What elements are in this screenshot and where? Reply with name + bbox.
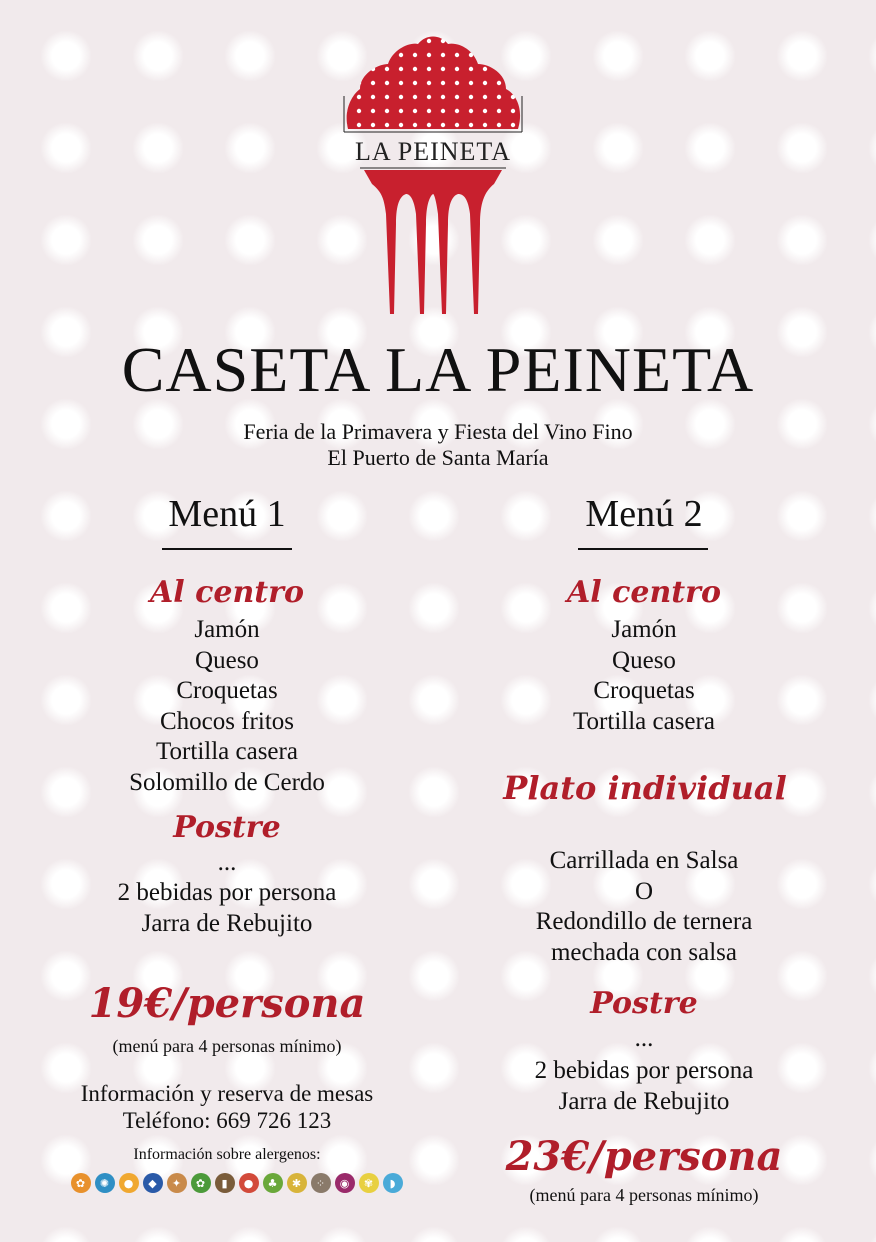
menu-item: Carrillada en Salsa <box>549 847 739 874</box>
soy-icon: ✿ <box>190 1173 211 1193</box>
menu2-section-center: Al centro <box>567 575 721 610</box>
menu2-main-items <box>484 846 804 968</box>
menu1-title: Menú 1 <box>168 493 286 535</box>
milk-icon: ▮ <box>214 1173 235 1193</box>
gluten-icon: ✿ <box>70 1173 91 1193</box>
menu2-section-dessert: Postre <box>590 986 698 1021</box>
menu-item: Chocos fritos <box>159 707 295 735</box>
menu1-rebujito: Jarra de Rebujito <box>141 910 313 937</box>
la-peineta-logo <box>338 34 528 319</box>
menu-item: Tortilla casera <box>573 707 715 735</box>
egg-icon: ● <box>118 1173 139 1193</box>
page-title: CASETA LA PEINETA <box>121 334 755 405</box>
menu2-rebujito: Jarra de Rebujito <box>558 1088 730 1115</box>
menu2-underline <box>578 548 708 550</box>
menu-item: Jamón <box>611 616 677 643</box>
subtitle-event: Feria de la Primavera y Fiesta del Vino Fino <box>243 419 633 444</box>
sulphites-icon: ◉ <box>334 1173 355 1193</box>
fish-icon: ◆ <box>142 1173 163 1193</box>
menu1-dessert: ... <box>217 849 237 876</box>
menu-item: Solomillo de Cerdo <box>129 768 325 796</box>
menu-item: Croquetas <box>593 677 695 704</box>
contact-phone: Teléfono: 669 726 123 <box>122 1108 332 1133</box>
menu2-dessert: ... <box>634 1025 654 1052</box>
menu-item: Tortilla casera <box>156 738 298 765</box>
menu1-note: (menú para 4 personas mínimo) <box>112 1036 342 1056</box>
mustard-icon: ✱ <box>286 1173 307 1193</box>
peanut-icon: ✦ <box>166 1173 187 1193</box>
allergens-title: Información sobre alergenos: <box>133 1146 321 1163</box>
nuts-icon: ● <box>238 1173 259 1193</box>
menu-item: mechada con salsa <box>550 938 738 966</box>
menu2-section-main: Plato individual <box>503 769 787 807</box>
menu2-title: Menú 2 <box>585 493 703 535</box>
menu-item: Croquetas <box>176 677 278 704</box>
allergens-row <box>70 1173 403 1193</box>
sesame-icon: ⁘ <box>310 1173 331 1193</box>
menu-item: Redondillo de ternera <box>535 908 753 935</box>
menu1-price: 19€/persona <box>88 980 366 1027</box>
celery-icon: ♣ <box>262 1173 283 1193</box>
subtitle-location: El Puerto de Santa María <box>327 445 549 470</box>
menu2-drinks: 2 bebidas por persona <box>534 1057 754 1084</box>
crustaceans-icon: ✺ <box>94 1173 115 1193</box>
menu2-price: 23€/persona <box>505 1133 783 1180</box>
molluscs-icon: ◗ <box>382 1173 403 1193</box>
menu1-section-dessert: Postre <box>173 810 281 845</box>
menu-item: O <box>634 877 654 905</box>
menu2-items <box>484 615 804 737</box>
menu1-drinks: 2 bebidas por persona <box>117 879 337 906</box>
menu1-underline <box>162 548 292 550</box>
menu-item: Queso <box>195 646 259 674</box>
menu-item: Jamón <box>194 616 260 643</box>
menu2-note: (menú para 4 personas mínimo) <box>529 1185 759 1205</box>
lupin-icon: ✾ <box>358 1173 379 1193</box>
menu1-items <box>67 615 387 798</box>
logo-text: LA PEINETA <box>355 137 511 166</box>
contact-info: Información y reserva de mesas <box>80 1081 374 1106</box>
menu1-section-center: Al centro <box>150 575 304 610</box>
menu-item: Queso <box>612 646 676 674</box>
